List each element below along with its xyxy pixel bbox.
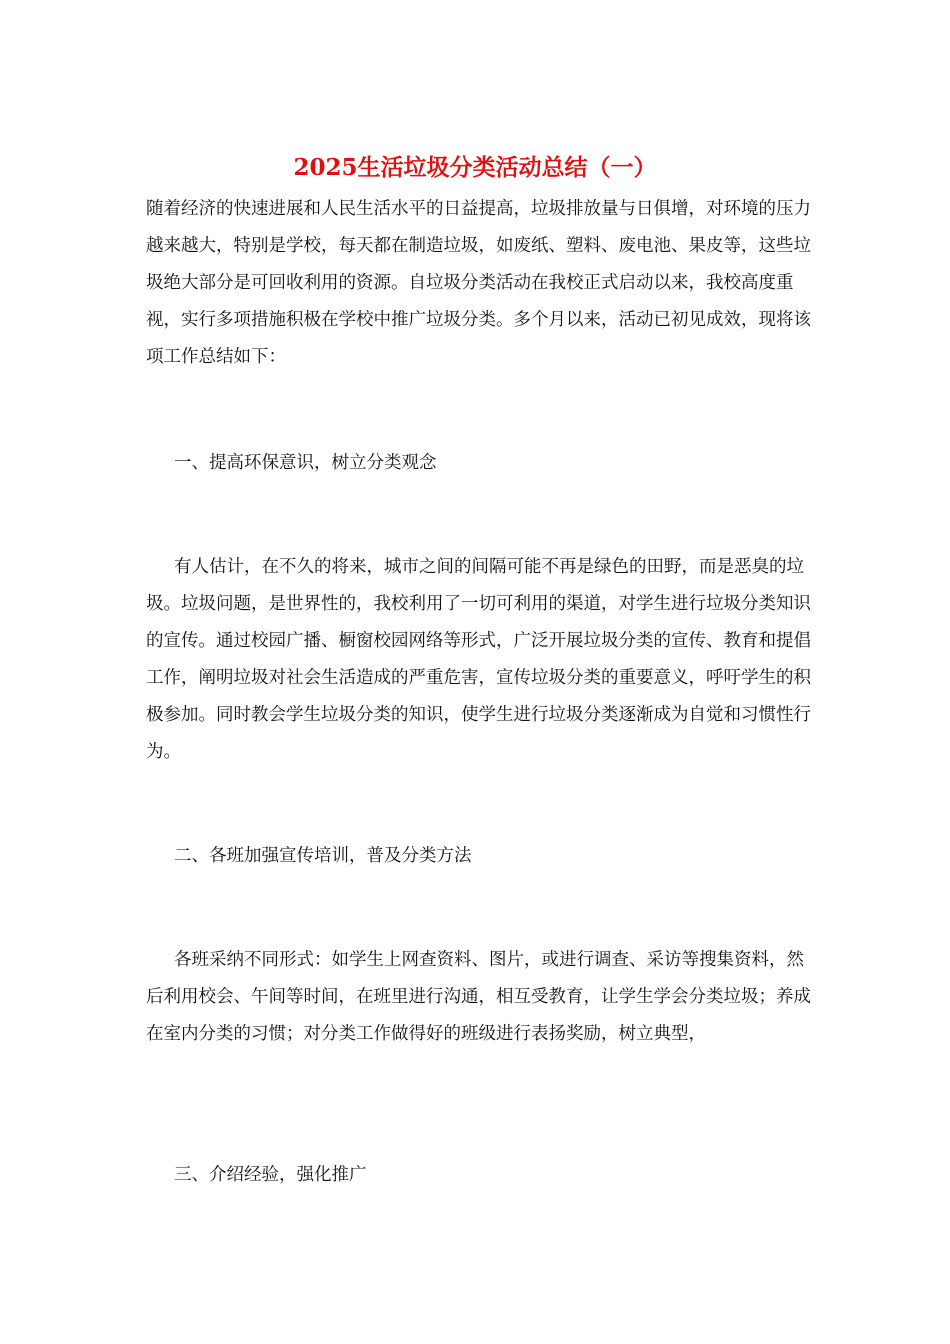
section-paragraph-1: 有人估计，在不久的将来，城市之间的间隔可能不再是绿色的田野，而是恶臭的垃圾。垃圾问题，是世界性的，我校利用了一切可利用的渠道，对学生进行垃圾分类知识的宣传。通过校园广播、橱窗校园网络等形式，广泛开展垃圾分类的宣传、教育和提倡工作，阐明垃圾对社会生活造成的严重危害，宣传垃圾分类的重要意义，呼吁学生的积极参加。同时教会学生垃圾分类的知识，使学生进行垃圾分类逐渐成为自觉和习惯性行为。 (146, 557, 811, 762)
section-heading-3: 三、介绍经验，强化推广 (174, 1165, 367, 1185)
intro-paragraph: 随着经济的快速进展和人民生活水平的日益提高，垃圾排放量与日俱增，对环境的压力越来越大，特别是学校，每天都在制造垃圾，如废纸、塑料、废电池、果皮等，这些垃圾绝大部分是可回收利用的资源。自垃圾分类活动在我校正式启动以来，我校高度重视，实行多项措施积极在学校中推广垃圾分类。多个月以来，活动已初见成效，现将该项工作总结如下： (146, 199, 811, 367)
section-heading-2: 二、各班加强宣传培训，普及分类方法 (174, 846, 472, 866)
section-paragraph-2: 各班采纳不同形式：如学生上网查资料、图片，或进行调查、采访等搜集资料，然后利用校会、午间等时间，在班里进行沟通，相互受教育，让学生学会分类垃圾；养成在室内分类的习惯；对分类工作做得好的班级进行表扬奖励，树立典型， (146, 950, 811, 1044)
document-title: 2025生活垃圾分类活动总结（一） (293, 154, 657, 181)
section-heading-1: 一、提高环保意识，树立分类观念 (174, 453, 437, 473)
